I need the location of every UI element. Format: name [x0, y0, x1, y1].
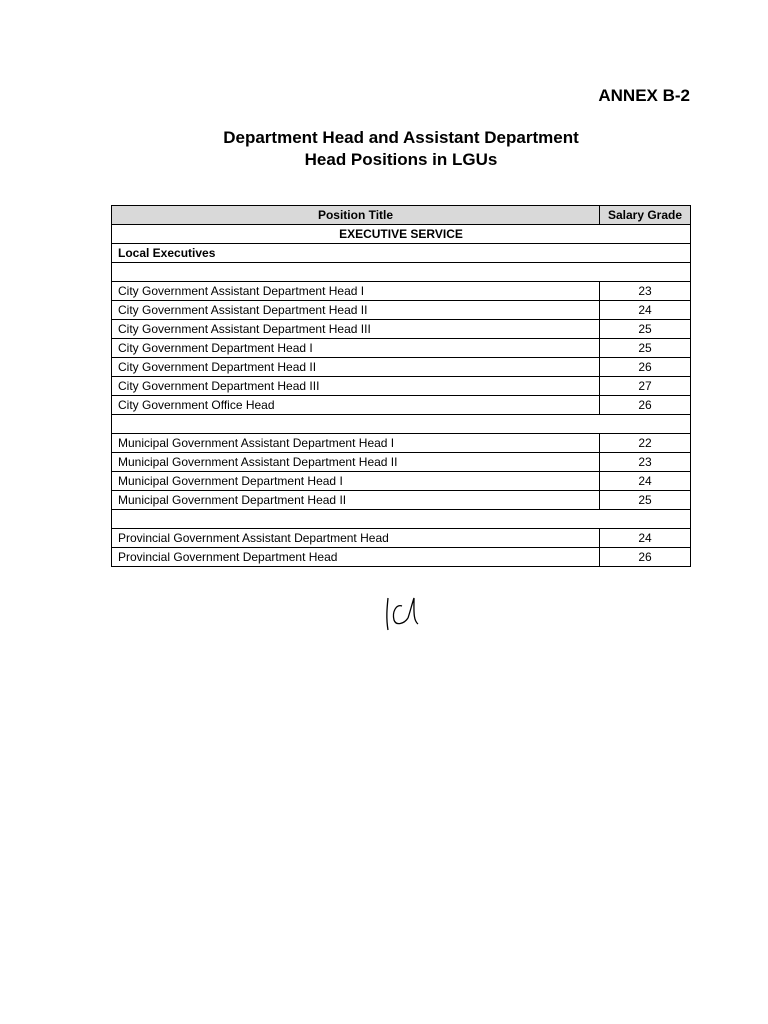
salary-grade-cell: 26: [600, 548, 691, 567]
salary-grade-cell: 25: [600, 320, 691, 339]
blank-spacer-cell: [112, 263, 691, 282]
table-row: [112, 358, 691, 377]
positions-table: [111, 205, 691, 567]
position-title-header: Position Title: [112, 206, 600, 225]
annex-label: ANNEX B-2: [598, 86, 690, 105]
section-executive-service: EXECUTIVE SERVICE: [112, 225, 691, 244]
salary-grade-cell: 26: [600, 396, 691, 415]
table-row: [112, 396, 691, 415]
position-title-cell: City Government Department Head III: [112, 377, 600, 396]
salary-grade-cell: 24: [600, 529, 691, 548]
table-row: [112, 282, 691, 301]
salary-grade-cell: 25: [600, 491, 691, 510]
table-row: [112, 491, 691, 510]
title-line-1: Department Head and Assistant Department: [223, 128, 579, 147]
table-row: [112, 301, 691, 320]
salary-grade-cell: 27: [600, 377, 691, 396]
salary-grade-cell: 23: [600, 282, 691, 301]
salary-grade-cell: 22: [600, 434, 691, 453]
subsection-local-executives: Local Executives: [112, 244, 691, 263]
table-row: [112, 529, 691, 548]
table-row: [112, 377, 691, 396]
salary-grade-header: Salary Grade: [600, 206, 691, 225]
table-row: [112, 453, 691, 472]
position-title-cell: City Government Assistant Department Head II: [112, 301, 600, 320]
position-title-cell: Provincial Government Department Head: [112, 548, 600, 567]
salary-grade-cell: 25: [600, 339, 691, 358]
document-title: [0, 127, 768, 171]
title-line-2: Head Positions in LGUs: [304, 150, 498, 169]
table-header-row: [112, 206, 691, 225]
salary-grade-cell: 24: [600, 472, 691, 491]
position-title-cell: City Government Assistant Department Head I: [112, 282, 600, 301]
table-row: [112, 320, 691, 339]
position-title-cell: City Government Assistant Department Head III: [112, 320, 600, 339]
position-title-cell: Municipal Government Department Head II: [112, 491, 600, 510]
position-title-cell: Municipal Government Assistant Department Head II: [112, 453, 600, 472]
position-title-cell: Municipal Government Assistant Department Head I: [112, 434, 600, 453]
blank-spacer-row: [112, 415, 691, 434]
blank-spacer-cell: [112, 510, 691, 529]
position-title-cell: City Government Office Head: [112, 396, 600, 415]
blank-spacer-cell: [112, 415, 691, 434]
blank-spacer-row: [112, 510, 691, 529]
position-title-cell: City Government Department Head II: [112, 358, 600, 377]
signature-mark: [380, 590, 424, 632]
section-row: [112, 225, 691, 244]
salary-grade-cell: 26: [600, 358, 691, 377]
salary-grade-cell: 24: [600, 301, 691, 320]
blank-spacer-row: [112, 263, 691, 282]
table-row: [112, 434, 691, 453]
salary-grade-cell: 23: [600, 453, 691, 472]
table-row: [112, 548, 691, 567]
table-row: [112, 339, 691, 358]
position-title-cell: Provincial Government Assistant Department Head: [112, 529, 600, 548]
subsection-row: [112, 244, 691, 263]
position-title-cell: Municipal Government Department Head I: [112, 472, 600, 491]
position-title-cell: City Government Department Head I: [112, 339, 600, 358]
table-row: [112, 472, 691, 491]
